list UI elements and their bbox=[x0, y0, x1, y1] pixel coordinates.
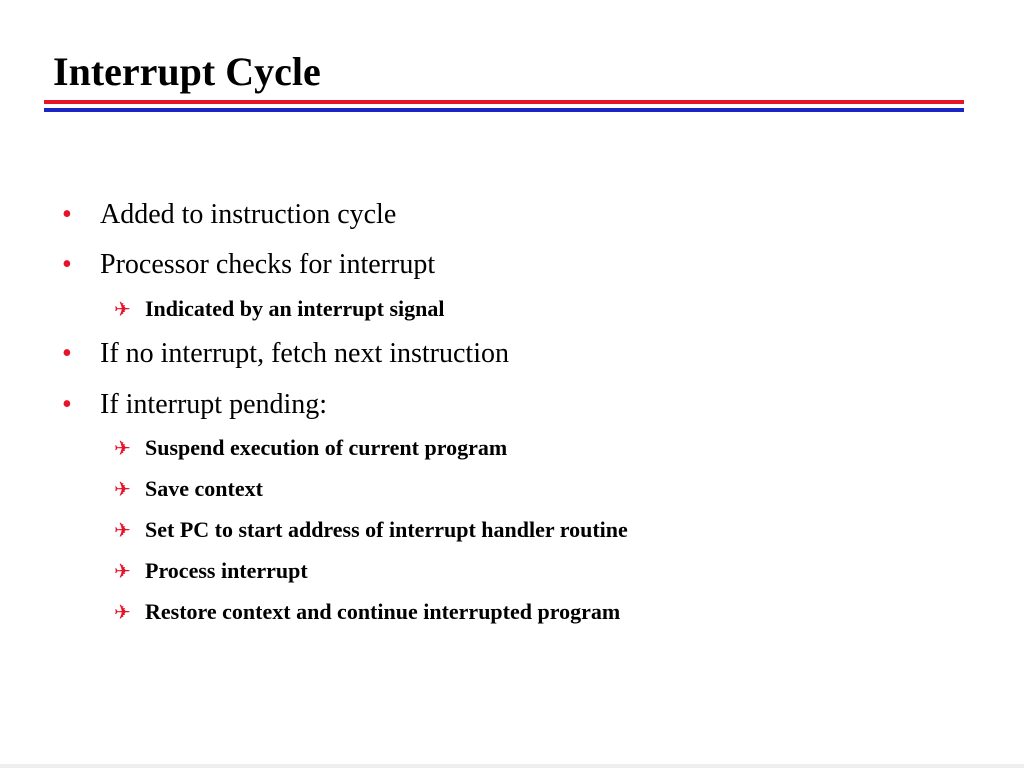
bullet-text: If no interrupt, fetch next instruction bbox=[100, 338, 509, 369]
slide-title: Interrupt Cycle bbox=[53, 49, 321, 94]
sub-bullet-text: Process interrupt bbox=[145, 558, 308, 583]
bullet-text: Processor checks for interrupt bbox=[100, 249, 436, 280]
airplane-icon: ✈ bbox=[114, 600, 131, 624]
airplane-icon: ✈ bbox=[114, 559, 131, 583]
footer-divider bbox=[0, 764, 1024, 768]
sub-bullet-text: Save context bbox=[145, 476, 263, 501]
airplane-icon: ✈ bbox=[114, 297, 131, 321]
airplane-icon: ✈ bbox=[114, 518, 131, 542]
airplane-icon: ✈ bbox=[114, 477, 131, 501]
airplane-icon: ✈ bbox=[114, 436, 131, 460]
bullet-marker: • bbox=[62, 338, 72, 369]
sub-bullet-text: Suspend execution of current program bbox=[145, 435, 508, 460]
bullet-text: Added to instruction cycle bbox=[100, 199, 397, 230]
sub-bullet-text: Indicated by an interrupt signal bbox=[145, 296, 445, 321]
bullet-marker: • bbox=[62, 199, 72, 230]
sub-bullet-text: Restore context and continue interrupted program bbox=[145, 599, 621, 624]
sub-bullet-text: Set PC to start address of interrupt handler routine bbox=[145, 517, 628, 542]
bullet-marker: • bbox=[62, 249, 72, 280]
bullet-text: If interrupt pending: bbox=[100, 389, 328, 420]
bullet-marker: • bbox=[62, 389, 72, 420]
